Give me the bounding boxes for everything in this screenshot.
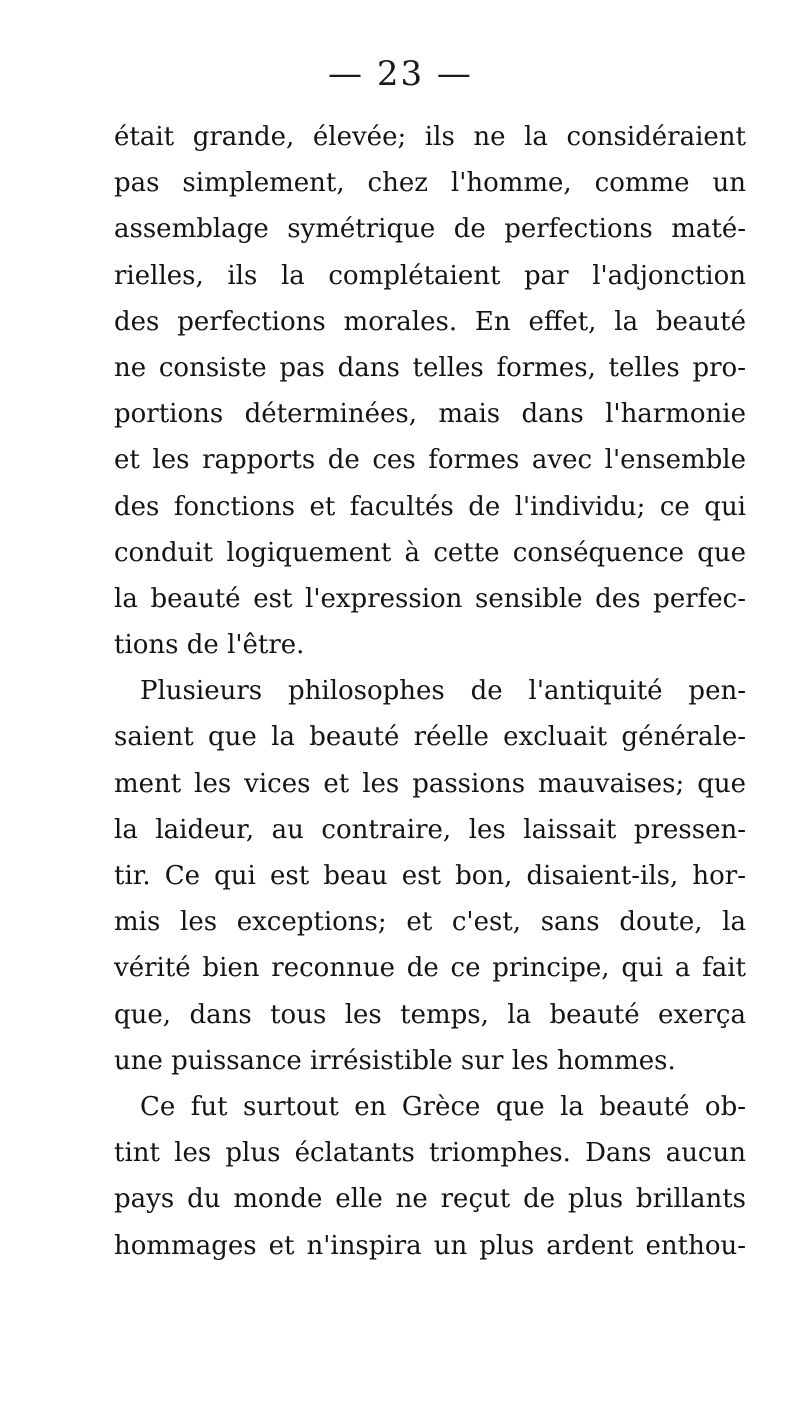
text-line: saient que la beauté réelle excluait générale- [114,722,746,753]
text-line: ne consiste pas dans telles formes, telles pro- [114,352,746,383]
text-line: des fonctions et facultés de l'individu; ce qui [114,491,746,522]
text-line: conduit logiquement à cette conséquence que [114,537,746,568]
text-line: hommages et n'inspira un plus ardent enthou- [114,1230,746,1261]
text-line: pas simplement, chez l'homme, comme un [114,168,746,199]
text-line: la beauté est l'expression sensible des perfec- [114,583,746,614]
text-line: mis les exceptions; et c'est, sans doute, la [114,907,746,938]
text-line: tint les plus éclatants triomphes. Dans aucun [114,1138,746,1169]
text-line: et les rapports de ces formes avec l'ensemble [114,445,746,476]
text-line: que, dans tous les temps, la beauté exerça [114,999,746,1030]
text-line: Plusieurs philosophes de l'antiquité pen- [140,676,746,707]
body-text [114,114,746,1269]
text-line: une puissance irrésistible sur les hommes. [114,1045,676,1076]
text-line: tions de l'être. [114,630,305,661]
text-line: des perfections morales. En effet, la beauté [114,306,746,337]
text-line: Ce fut surtout en Grèce que la beauté ob- [140,1091,746,1122]
text-line: vérité bien reconnue de ce principe, qui a fait [114,953,746,984]
page-number: — 23 — [328,54,473,94]
text-line: assemblage symétrique de perfections maté- [114,214,746,245]
text-line: la laideur, au contraire, les laissait pressen- [114,814,746,845]
text-line: était grande, élevée; ils ne la considéraient [114,122,746,152]
text-line: ment les vices et les passions mauvaises; que [114,768,746,799]
text-line: tir. Ce qui est beau est bon, disaient-ils, hor- [114,861,746,891]
text-line: rielles, ils la complétaient par l'adjonction [114,260,746,291]
text-line: portions déterminées, mais dans l'harmonie [114,399,746,430]
text-line: pays du monde elle ne reçut de plus brillants [114,1184,746,1215]
